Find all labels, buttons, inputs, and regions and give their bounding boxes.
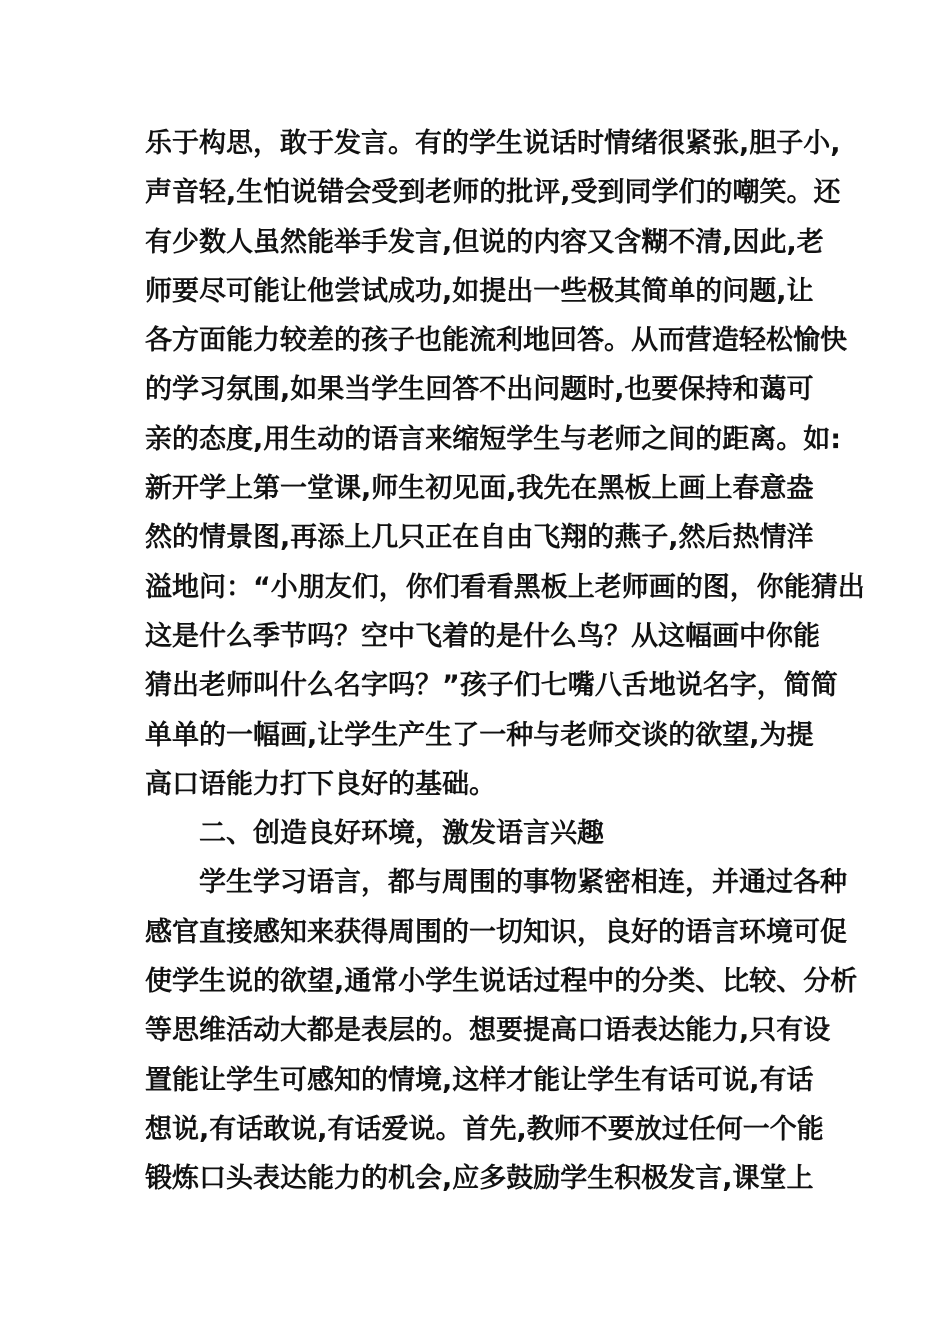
text-line-5: 各方面能力较差的孩子也能流利地回答。从而营造轻松愉快 — [145, 325, 847, 357]
text-line-16: 学生学习语言，都与周围的事物紧密相连，并通过各种 — [199, 867, 847, 899]
body-text — [145, 119, 865, 1204]
text-line-4: 师要尽可能让他尝试成功,如提出一些极其简单的问题,让 — [145, 275, 814, 307]
text-line-2: 声音轻,生怕说错会受到老师的批评,受到同学们的嘲笑。还 — [145, 177, 841, 209]
text-line-3: 有少数人虽然能举手发言,但说的内容又含糊不清,因此,老 — [145, 226, 824, 258]
text-line-12: 猜出老师叫什么名字吗？”孩子们七嘴八舌地说名字，简简 — [145, 670, 838, 702]
text-line-9: 然的情景图,再添上几只正在自由飞翔的燕子,然后热情洋 — [145, 522, 814, 554]
text-line-6: 的学习氛围,如果当学生回答不出问题时,也要保持和蔼可 — [145, 374, 814, 406]
text-line-21: 想说,有话敢说,有话爱说。首先,教师不要放过任何一个能 — [145, 1113, 824, 1145]
text-line-1: 乐于构思，敢于发言。有的学生说话时情绪很紧张,胆子小, — [145, 128, 841, 159]
text-line-10: 溢地问：“小朋友们，你们看看黑板上老师画的图，你能猜出 — [145, 571, 865, 603]
text-line-17: 感官直接感知来获得周围的一切知识，良好的语言环境可促 — [145, 916, 847, 948]
text-line-14: 高口语能力打下良好的基础。 — [145, 768, 496, 800]
text-line-18: 使学生说的欲望,通常小学生说话过程中的分类、比较、分析 — [145, 966, 858, 998]
text-line-7: 亲的态度,用生动的语言来缩短学生与老师之间的距离。如: — [145, 423, 842, 455]
text-line-13: 单单的一幅画,让学生产生了一种与老师交谈的欲望,为提 — [145, 719, 814, 751]
section-heading: 二、创造良好环境，激发语言兴趣 — [199, 818, 604, 850]
text-line-11: 这是什么季节吗？空中飞着的是什么鸟？从这幅画中你能 — [145, 620, 820, 652]
text-line-19: 等思维活动大都是表层的。想要提高口语表达能力,只有设 — [145, 1015, 831, 1047]
text-line-8: 新开学上第一堂课,师生初见面,我先在黑板上画上春意盎 — [145, 473, 814, 505]
text-line-20: 置能让学生可感知的情境,这样才能让学生有话可说,有话 — [145, 1064, 814, 1096]
text-line-22: 锻炼口头表达能力的机会,应多鼓励学生积极发言,课堂上 — [145, 1163, 814, 1195]
